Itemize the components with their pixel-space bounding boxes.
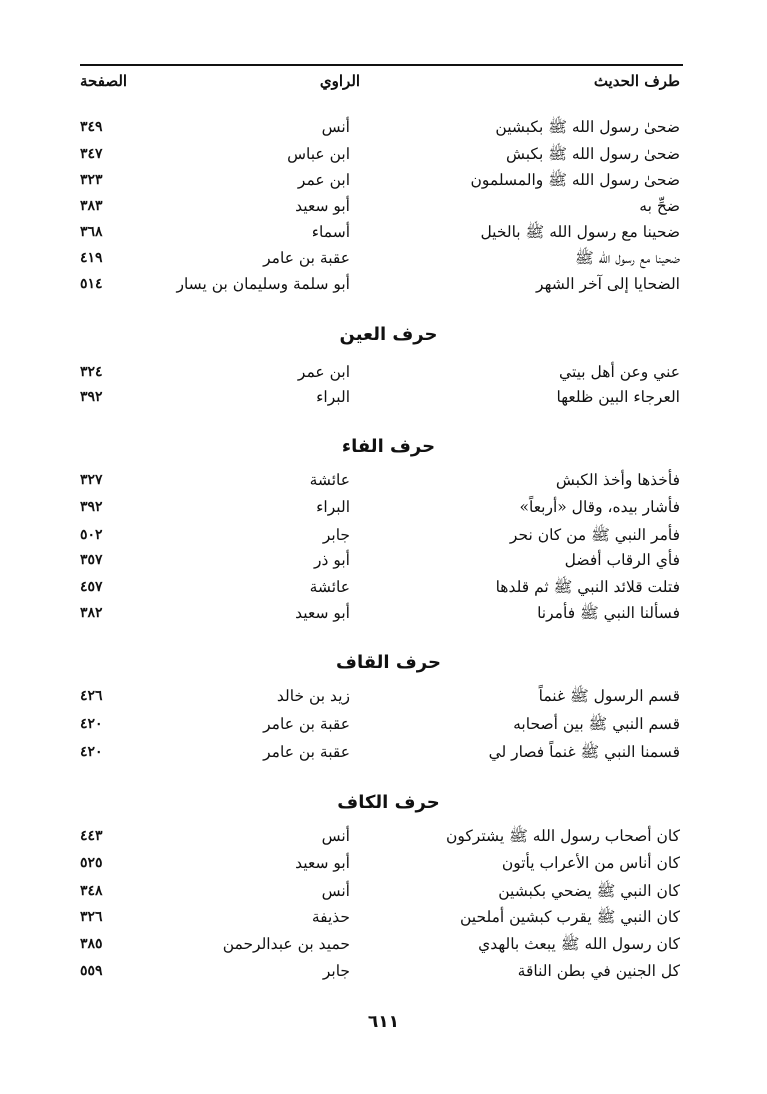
page-ref: ٣٨٢ (80, 605, 103, 621)
page-ref: ٣٩٢ (80, 499, 103, 515)
page-ref: ٤٥٧ (80, 579, 103, 595)
narrator: عقبة بن عامر (263, 715, 350, 733)
table-row (0, 360, 767, 384)
hadith-text: عني وعن أهل بيتي (559, 363, 680, 381)
narrator: حميد بن عبدالرحمن (222, 935, 350, 953)
table-row (0, 168, 767, 192)
page-ref: ٣٥٧ (80, 552, 103, 568)
hadith-text: ضحىٰ رسول الله ﷺ بكبش (505, 145, 680, 163)
narrator: ابن عمر (297, 363, 350, 381)
table-row (0, 932, 767, 956)
table-row (0, 684, 767, 708)
narrator: أنس (321, 118, 350, 136)
table-row (0, 220, 767, 244)
page-ref: ٣٢٦ (80, 909, 103, 925)
hadith-text: كان النبي ﷺ يقرب كبشين أملحين (459, 908, 680, 926)
table-row (0, 712, 767, 736)
narrator: عقبة بن عامر (263, 743, 350, 761)
hadith-text: فسألنا النبي ﷺ فأمرنا (537, 604, 680, 622)
page-ref: ٣٨٣ (80, 198, 103, 214)
page-ref: ٥٢٥ (80, 855, 103, 871)
page-ref: ٤٤٣ (80, 828, 103, 844)
section-heading: حرف الفاء (341, 436, 436, 457)
page-ref: ٣٤٧ (80, 146, 103, 162)
table-row (0, 246, 767, 270)
hadith-text: كل الجنين في بطن الناقة (517, 962, 680, 980)
table-row (0, 115, 767, 139)
hadith-text: قسم الرسول ﷺ غنماً (538, 687, 680, 705)
table-row (0, 548, 767, 572)
hadith-text: قسم النبي ﷺ بين أصحابه (513, 715, 680, 733)
narrator: أبو سعيد (295, 604, 350, 622)
page-ref: ٤٢٠ (80, 744, 103, 760)
hadith-text: الضحايا إلى آخر الشهر (536, 275, 680, 293)
hadith-text: فأشار بيده، وقال «أربعاً» (519, 498, 680, 516)
narrator: البراء (316, 498, 350, 516)
table-row (0, 959, 767, 983)
hadith-text: فأمر النبي ﷺ من كان نحر (509, 526, 680, 544)
narrator: ابن عمر (297, 171, 350, 189)
narrator: جابر (322, 962, 350, 980)
column-header-narrator: الراوي (319, 72, 361, 90)
page-ref: ٣٩٢ (80, 389, 103, 405)
table-row (0, 385, 767, 409)
hadith-text: فتلت قلائد النبي ﷺ ثم قلدها (495, 578, 680, 596)
narrator: أنس (321, 882, 350, 900)
page-ref: ٤٢٠ (80, 716, 103, 732)
narrator: عائشة (309, 471, 350, 489)
table-row (0, 879, 767, 903)
page-ref: ٤١٩ (80, 250, 103, 266)
page-ref: ٥١٤ (80, 276, 103, 292)
hadith-text: فأي الرقاب أفضل (564, 551, 680, 569)
narrator: جابر (322, 526, 350, 544)
hadith-text: ضحىٰ رسول الله ﷺ والمسلمون (470, 171, 680, 189)
table-row (0, 740, 767, 764)
page-ref: ٣٤٨ (80, 883, 103, 899)
table-row (0, 824, 767, 848)
hadith-text: كان أناس من الأعراب يأتون (501, 854, 680, 872)
narrator: أبو سعيد (295, 197, 350, 215)
narrator: البراء (316, 388, 350, 406)
page-ref: ٣٨٥ (80, 936, 103, 952)
section-heading: حرف القاف (336, 652, 441, 673)
hadith-text: ضحِّ به (639, 197, 680, 215)
page-ref: ٣٤٩ (80, 119, 103, 135)
column-header-page: الصفحة (80, 72, 128, 90)
narrator: أنس (321, 827, 350, 845)
header-rule (80, 64, 683, 66)
narrator: أسماء (311, 223, 350, 241)
narrator: حذيفة (311, 908, 350, 926)
narrator: أبو ذر (314, 551, 350, 569)
page-ref: ٥٥٩ (80, 963, 103, 979)
hadith-text: قسمنا النبي ﷺ غنماً فصار لي (488, 743, 680, 761)
section-heading: حرف الكاف (337, 792, 440, 813)
hadith-text: فأخذها وأخذ الكبش (555, 471, 680, 489)
narrator: أبو سعيد (295, 854, 350, 872)
page-ref: ٥٠٢ (80, 527, 103, 543)
page-ref: ٣٢٤ (80, 364, 103, 380)
narrator: زيد بن خالد (276, 687, 350, 705)
page-ref: ٣٢٣ (80, 172, 103, 188)
table-row (0, 142, 767, 166)
table-row (0, 851, 767, 875)
table-row (0, 495, 767, 519)
narrator: عائشة (309, 578, 350, 596)
hadith-text: كان أصحاب رسول الله ﷺ يشتركون (446, 827, 680, 845)
column-header-hadith: طرف الحديث (593, 72, 680, 90)
page-ref: ٤٢٦ (80, 688, 103, 704)
narrator: ابن عباس (287, 145, 350, 163)
hadith-text: كان رسول الله ﷺ يبعث بالهدي (478, 935, 680, 953)
narrator: عقبة بن عامر (263, 249, 350, 267)
page-ref: ٣٢٧ (80, 472, 103, 488)
hadith-text: ضحىٰ رسول الله ﷺ بكبشين (495, 118, 680, 136)
section-heading: حرف العين (339, 324, 438, 345)
table-row (0, 905, 767, 929)
page-number: ٦١١ (367, 1012, 400, 1032)
table-row (0, 575, 767, 599)
table-row (0, 523, 767, 547)
hadith-text: العرجاء البين ظلعها (556, 388, 680, 406)
page-ref: ٣٦٨ (80, 224, 103, 240)
hadith-text: ضحينا مع رسول الله ﷺ بالخيل (480, 223, 680, 241)
narrator: أبو سلمة وسليمان بن يسار (176, 275, 350, 293)
hadith-text: ضحينا مع رسول الله ﷺ (575, 249, 680, 267)
hadith-text: كان النبي ﷺ يضحي بكبشين (498, 882, 680, 900)
table-row (0, 194, 767, 218)
table-row (0, 601, 767, 625)
table-row (0, 272, 767, 296)
table-row (0, 468, 767, 492)
